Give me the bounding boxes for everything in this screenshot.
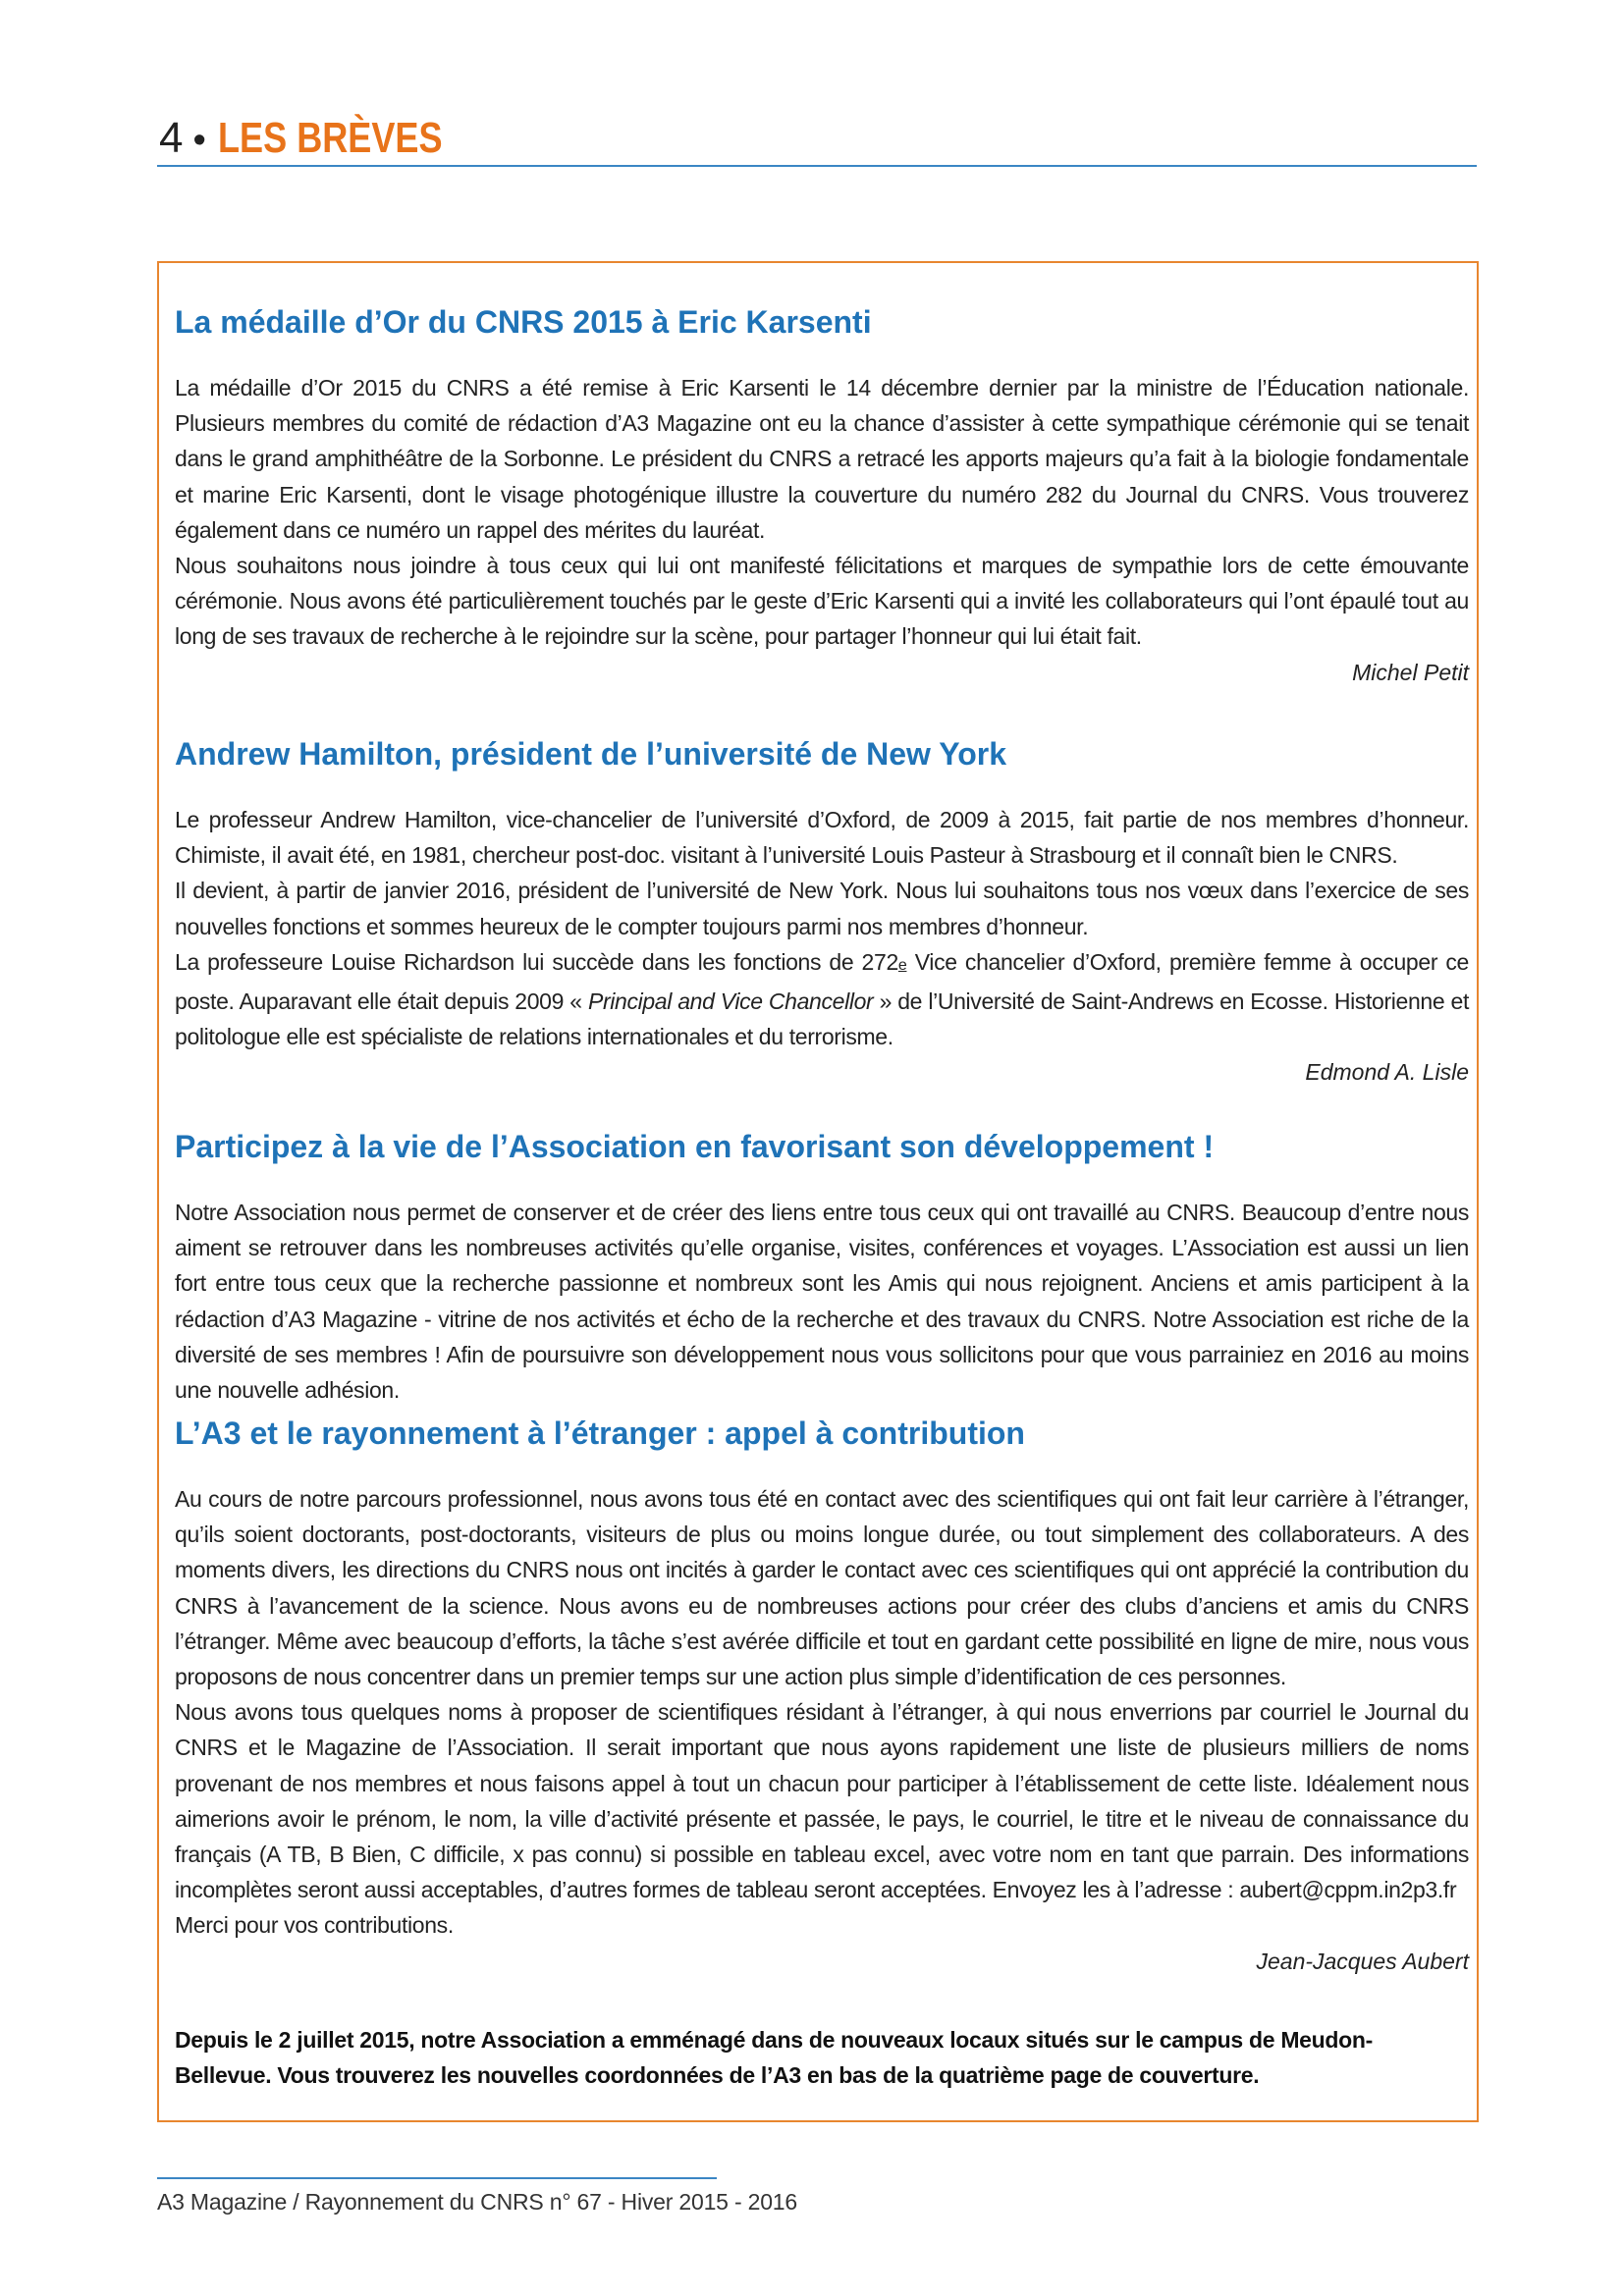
article-signature: Edmond A. Lisle bbox=[1305, 1059, 1469, 1086]
page-header bbox=[157, 108, 1477, 167]
article-paragraph: Merci pour vos contributions. bbox=[175, 1912, 454, 1939]
article-title: Andrew Hamilton, président de l’université de New York bbox=[175, 736, 1007, 772]
article-paragraph: Il devient, à partir de janvier 2016, président de l’université de New York. Nous lui souhaitons tous nos vœux dans l’exercice de ses nouvelles fonctions et sommes heureux de le compter toujours parmi nos membres d’honneur. bbox=[175, 878, 1469, 939]
italic-title: Principal and Vice Chancellor bbox=[587, 988, 874, 1015]
article-title: La médaille d’Or du CNRS 2015 à Eric Karsenti bbox=[175, 304, 872, 340]
ordinal-suffix: e bbox=[897, 956, 907, 974]
article-paragraph: Notre Association nous permet de conserver et de créer des liens entre tous ceux qui ont travaillé au CNRS. Beaucoup d’entre nous aiment se retrouver dans les nombreuses activités qu’elle organise, visites, conférences et voyages. L’Association est aussi un lien fort entre tous ceux que la recherche passionne et nombreux sont les Amis qui nous rejoignent. Anciens et amis participent à la rédaction d’A3 Magazine - vitrine de nos activités et écho de la recherche et des travaux du CNRS. Notre Association est riche de la diversité de ses membres ! Afin de poursuivre son développement nous vous sollicitons pour que vous parrainiez en 2016 au moins une nouvelle adhésion. bbox=[175, 1200, 1469, 1404]
article-paragraph: La médaille d’Or 2015 du CNRS a été remise à Eric Karsenti le 14 décembre dernier par la ministre de l’Éducation nationale. Plusieurs membres du comité de rédaction d’A3 Magazine ont eu la chance d’assister à cette sympathique cérémonie qui se tenait dans le grand amphithéâtre de la Sorbonne. Le président du CNRS a retracé les apports majeurs qu’a fait à la biologie fondamentale et marine Eric Karsenti, dont le visage photogénique illustre la couverture du numéro 282 du Journal du CNRS. Vous trouverez également dans ce numéro un rappel des mérites du lauréat. bbox=[175, 375, 1469, 543]
article-paragraph: Nous avons tous quelques noms à proposer de scientifiques résidant à l’étranger, à qui nous enverrions par courriel le Journal du CNRS et le Magazine de l’Association. Il serait important que nous ayons rapidement une liste de plusieurs milliers de noms provenant de nos membres et nous faisons appel à tout un chacun pour participer à l’établissement de cette liste. Idéalement nous aimerions avoir le prénom, le nom, la ville d’activité présente et passée, le pays, le courriel, le titre et le niveau de connaissance du français (A TB, B Bien, C difficile, x pas connu) si possible en tableau excel, avec votre nom en tant que parrain. Des informations incomplètes seront aussi acceptables, d’autres formes de tableau seront acceptées. Envoyez les à l’adresse : aubert@cppm.in2p3.fr bbox=[175, 1699, 1469, 1903]
article-paragraph bbox=[175, 944, 1469, 1055]
news-box bbox=[157, 261, 1479, 2122]
paragraph-text: » de l’Université de Saint-Andrews en Ecosse. Historienne et politologue elle est spécialiste de relations internationales et du terrorisme. bbox=[175, 988, 1470, 1050]
article-karsenti bbox=[175, 302, 1469, 690]
article-signature: Michel Petit bbox=[1352, 659, 1469, 685]
article-rayonnement bbox=[175, 1414, 1469, 1979]
article-title: L’A3 et le rayonnement à l’étranger : appel à contribution bbox=[175, 1415, 1025, 1451]
footer-rule bbox=[157, 2177, 717, 2179]
header-bullet: • bbox=[192, 120, 206, 161]
article-paragraph: Le professeur Andrew Hamilton, vice-chancelier de l’université d’Oxford, de 2009 à 2015, fait partie de nos membres d’honneur. Chimiste, il avait été, en 1981, chercheur post-doc. visitant à l’université Louis Pasteur à Strasbourg et il connaît bien le CNRS. bbox=[175, 807, 1469, 869]
article-signature: Jean-Jacques Aubert bbox=[1256, 1948, 1469, 1974]
paragraph-text: Vice chancelier d’Oxford, première femme à occuper ce poste. Auparavant elle était depuis 2009 « bbox=[175, 948, 1469, 1015]
article-association bbox=[175, 1127, 1469, 1408]
section-title: LES BRÈVES bbox=[217, 114, 443, 162]
article-title: Participez à la vie de l’Association en favorisant son développement ! bbox=[175, 1129, 1215, 1164]
notice-text: Depuis le 2 juillet 2015, notre Association a emménagé dans de nouveaux locaux situés sur le campus de Meudon-Bellevue. Vous trouverez les nouvelles coordonnées de l’A3 en bas de la quatrième page de couverture. bbox=[175, 2027, 1374, 2088]
paragraph-text: La professeure Louise Richardson lui succède dans les fonctions de 272 bbox=[175, 948, 898, 975]
page-footer: A3 Magazine / Rayonnement du CNRS n° 67 - Hiver 2015 - 2016 bbox=[157, 2189, 797, 2215]
page-number: 4 bbox=[159, 114, 184, 162]
relocation-notice bbox=[175, 2022, 1469, 2093]
article-paragraph: Nous souhaitons nous joindre à tous ceux qui lui ont manifesté félicitations et marques de sympathie lors de cette émouvante cérémonie. Nous avons été particulièrement touchés par le geste d’Eric Karsenti qui a invité les collaborateurs qui l’ont épaulé tout au long de ses travaux de recherche à le rejoindre sur la scène, pour partager l’honneur qui lui était fait. bbox=[175, 553, 1469, 650]
article-paragraph: Au cours de notre parcours professionnel, nous avons tous été en contact avec des scientifiques qui ont fait leur carrière à l’étranger, qu’ils soient doctorants, post-doctorants, visiteurs de plus ou moins longue durée, ou tout simplement des collaborateurs. A des moments divers, les directions du CNRS nous ont incités à garder le contact avec ces scientifiques qui ont apprécié la contribution du CNRS à l’avancement de la science. Nous avons eu de nombreuses actions pour créer des clubs d’anciens et amis du CNRS l’étranger. Même avec beaucoup d’efforts, la tâche s’est avérée difficile et tout en gardant cette possibilité en ligne de mire, nous vous proposons de nous concentrer dans un premier temps sur une action plus simple d’identification de ces personnes. bbox=[175, 1486, 1469, 1690]
article-hamilton bbox=[175, 734, 1469, 1090]
